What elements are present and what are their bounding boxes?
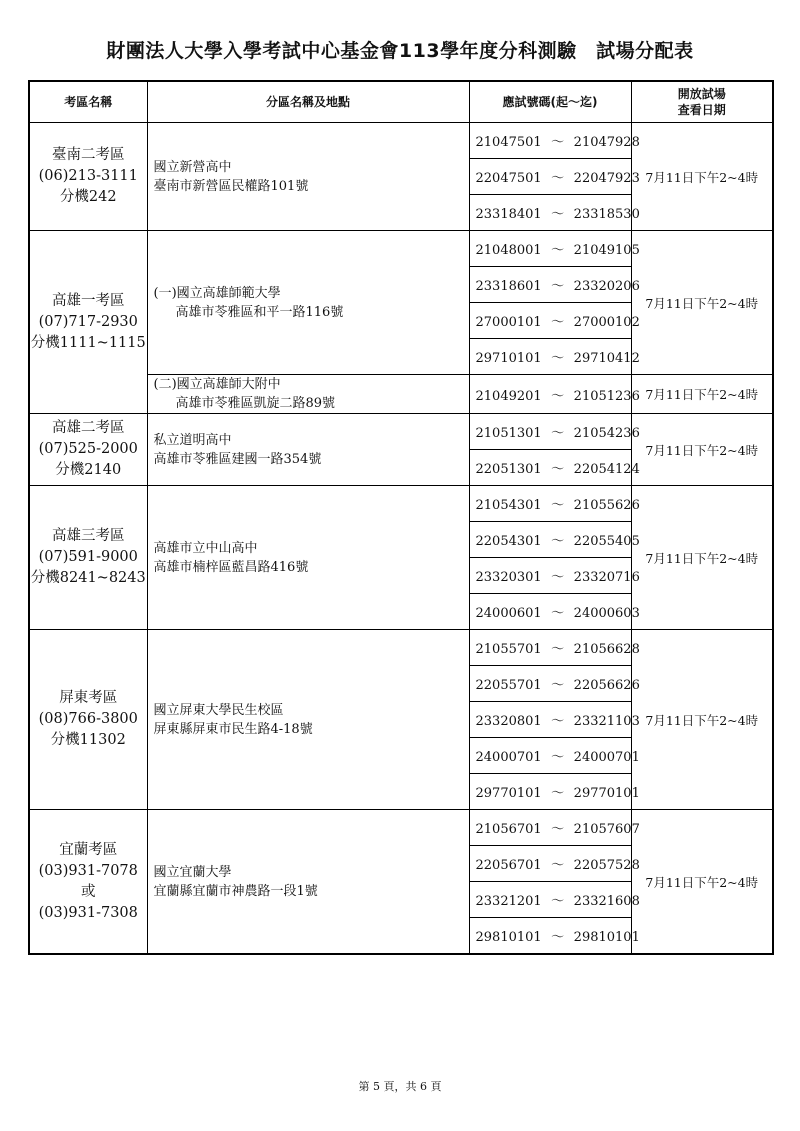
venue-name: (二)國立高雄師大附中 bbox=[153, 377, 281, 392]
number-range-cell bbox=[469, 522, 640, 558]
range-start: 22047501 bbox=[475, 171, 542, 186]
range-tilde: ～ bbox=[551, 498, 565, 513]
venue-address: 高雄市楠梓區藍昌路416號 bbox=[153, 559, 309, 575]
range-end: 21056628 bbox=[573, 642, 640, 657]
number-range-cell bbox=[469, 339, 640, 375]
range-tilde: ～ bbox=[551, 534, 565, 549]
range-end: 21054236 bbox=[573, 426, 640, 441]
venue-name: 國立屏東大學民生校區 bbox=[153, 702, 284, 718]
exam-area-cell bbox=[29, 630, 147, 810]
open-date-cell: 7月11日下午2~4時 bbox=[631, 231, 773, 375]
number-range-cell bbox=[469, 738, 640, 774]
range-tilde: ～ bbox=[551, 606, 565, 621]
range-start: 29810101 bbox=[475, 930, 542, 945]
range-tilde: ～ bbox=[551, 388, 565, 404]
range-end: 21049105 bbox=[573, 243, 640, 258]
allocation-table bbox=[28, 80, 774, 955]
number-range-cell bbox=[469, 882, 640, 918]
number-range-cell bbox=[469, 774, 640, 810]
exam-area-line: 或 bbox=[81, 883, 96, 900]
range-start: 22056701 bbox=[475, 858, 542, 873]
range-end: 22055405 bbox=[573, 534, 640, 549]
header-row bbox=[29, 81, 773, 123]
range-tilde: ～ bbox=[551, 207, 565, 222]
range-start: 29710101 bbox=[475, 351, 542, 366]
range-start: 22054301 bbox=[475, 534, 542, 549]
range-end: 23320716 bbox=[573, 570, 640, 585]
range-tilde: ～ bbox=[551, 315, 565, 330]
range-start: 22051301 bbox=[475, 462, 542, 477]
table-row bbox=[29, 231, 773, 267]
venue-name: 國立宜蘭大學 bbox=[153, 864, 232, 880]
open-date-cell: 7月11日下午2~4時 bbox=[631, 486, 773, 630]
exam-area-line: 分機1111~1115 bbox=[30, 334, 146, 351]
exam-area-line: (06)213-3111 bbox=[38, 168, 138, 184]
range-end: 27000102 bbox=[573, 315, 640, 330]
venue-address: 宜蘭縣宜蘭市神農路一段1號 bbox=[153, 883, 318, 899]
range-start: 23318601 bbox=[475, 279, 542, 294]
range-tilde: ～ bbox=[551, 426, 565, 441]
range-start: 22055701 bbox=[475, 678, 542, 693]
exam-area-line: 高雄三考區 bbox=[52, 528, 125, 544]
range-tilde: ～ bbox=[551, 930, 565, 945]
number-range-cell bbox=[469, 666, 640, 702]
header-exam-area: 考區名稱 bbox=[29, 81, 147, 123]
range-end: 24000603 bbox=[573, 606, 640, 621]
venue-cell bbox=[147, 123, 469, 231]
range-end: 22047923 bbox=[573, 171, 640, 186]
number-range-cell bbox=[469, 702, 640, 738]
range-start: 27000101 bbox=[475, 315, 542, 330]
venue-address: 高雄市苓雅區凱旋二路89號 bbox=[175, 396, 336, 411]
venue-cell bbox=[147, 375, 469, 414]
range-end: 21051236 bbox=[573, 388, 640, 404]
exam-area-line: (08)766-3800 bbox=[38, 711, 138, 727]
exam-area-line: 高雄二考區 bbox=[52, 420, 125, 436]
exam-area-line: 臺南二考區 bbox=[52, 147, 125, 163]
range-end: 23321608 bbox=[573, 894, 640, 909]
venue-cell bbox=[147, 486, 469, 630]
range-end: 22056626 bbox=[573, 678, 640, 693]
number-range-cell bbox=[469, 846, 640, 882]
header-open-date bbox=[631, 81, 773, 123]
header-open-date-line2: 查看日期 bbox=[677, 103, 726, 117]
header-venue: 分區名稱及地點 bbox=[147, 81, 469, 123]
table-row bbox=[29, 123, 773, 159]
range-end: 29810101 bbox=[573, 930, 640, 945]
range-tilde: ～ bbox=[551, 570, 565, 585]
range-tilde: ～ bbox=[551, 678, 565, 693]
table-body bbox=[29, 123, 773, 955]
range-tilde: ～ bbox=[551, 135, 565, 150]
exam-area-line: 分機8241~8243 bbox=[30, 570, 146, 586]
venue-name: 國立新營高中 bbox=[153, 159, 232, 175]
number-range-cell bbox=[469, 123, 640, 159]
range-end: 23321103 bbox=[573, 714, 640, 729]
range-end: 22054124 bbox=[573, 462, 640, 477]
venue-name: 高雄市立中山高中 bbox=[153, 540, 258, 556]
exam-area-line: 分機242 bbox=[59, 189, 117, 205]
number-range-cell bbox=[469, 414, 640, 450]
venue-address: 高雄市苓雅區和平一路116號 bbox=[175, 304, 344, 320]
range-end: 29710412 bbox=[573, 351, 640, 366]
exam-area-line: (07)591-9000 bbox=[38, 549, 138, 565]
venue-cell bbox=[147, 630, 469, 810]
venue-address: 屏東縣屏東市民生路4-18號 bbox=[153, 721, 313, 737]
range-end: 23318530 bbox=[573, 207, 640, 222]
range-tilde: ～ bbox=[551, 351, 565, 366]
number-range-cell bbox=[469, 375, 640, 414]
range-start: 21048001 bbox=[475, 243, 542, 258]
range-start: 21047501 bbox=[475, 135, 542, 150]
number-range-cell bbox=[469, 486, 640, 522]
exam-area-line: 高雄一考區 bbox=[52, 292, 125, 309]
range-end: 24000701 bbox=[573, 750, 640, 765]
exam-area-cell bbox=[29, 810, 147, 955]
header-numbers: 應試號碼(起～迄) bbox=[469, 81, 631, 123]
number-range-cell bbox=[469, 231, 640, 267]
range-tilde: ～ bbox=[551, 750, 565, 765]
open-date-cell: 7月11日下午2~4時 bbox=[631, 414, 773, 486]
range-end: 23320206 bbox=[573, 279, 640, 294]
page-footer: 第 5 頁，共 6 頁 bbox=[358, 1080, 442, 1093]
venue-cell bbox=[147, 414, 469, 486]
range-tilde: ～ bbox=[551, 858, 565, 873]
table-row bbox=[29, 414, 773, 450]
range-tilde: ～ bbox=[551, 462, 565, 477]
range-tilde: ～ bbox=[551, 714, 565, 729]
range-start: 21056701 bbox=[475, 822, 542, 837]
number-range-cell bbox=[469, 267, 640, 303]
range-start: 21051301 bbox=[475, 426, 542, 441]
range-tilde: ～ bbox=[551, 279, 565, 294]
table-row bbox=[29, 486, 773, 522]
table-row bbox=[29, 810, 773, 846]
exam-area-cell bbox=[29, 486, 147, 630]
exam-area-line: 宜蘭考區 bbox=[59, 841, 118, 858]
venue-address: 高雄市苓雅區建國一路354號 bbox=[153, 451, 322, 467]
open-date-cell: 7月11日下午2~4時 bbox=[631, 810, 773, 955]
range-start: 29770101 bbox=[475, 786, 542, 801]
open-date-cell: 7月11日下午2~4時 bbox=[631, 630, 773, 810]
range-start: 23321201 bbox=[475, 894, 542, 909]
range-start: 21055701 bbox=[475, 642, 542, 657]
number-range-cell bbox=[469, 195, 640, 231]
exam-area-line: (07)717-2930 bbox=[38, 313, 138, 330]
number-range-cell bbox=[469, 918, 640, 955]
range-start: 24000701 bbox=[475, 750, 542, 765]
number-range-cell bbox=[469, 810, 640, 846]
header-open-date-line1: 開放試場 bbox=[677, 87, 726, 101]
exam-area-cell bbox=[29, 123, 147, 231]
table-row bbox=[29, 630, 773, 666]
exam-area-cell bbox=[29, 231, 147, 414]
exam-area-line: (03)931-7308 bbox=[38, 904, 138, 921]
number-range-cell bbox=[469, 159, 640, 195]
range-tilde: ～ bbox=[551, 786, 565, 801]
range-tilde: ～ bbox=[551, 894, 565, 909]
venue-cell bbox=[147, 810, 469, 955]
venue-address: 臺南市新營區民權路101號 bbox=[153, 178, 309, 194]
range-end: 21057607 bbox=[573, 822, 640, 837]
venue-name: 私立道明高中 bbox=[153, 432, 232, 448]
range-start: 23320301 bbox=[475, 570, 542, 585]
open-date-cell: 7月11日下午2~4時 bbox=[631, 375, 773, 414]
exam-area-line: 分機11302 bbox=[50, 732, 126, 748]
number-range-cell bbox=[469, 558, 640, 594]
number-range-cell bbox=[469, 594, 640, 630]
exam-area-line: 分機2140 bbox=[55, 462, 122, 478]
range-tilde: ～ bbox=[551, 642, 565, 657]
range-tilde: ～ bbox=[551, 171, 565, 186]
range-end: 29770101 bbox=[573, 786, 640, 801]
range-end: 22057528 bbox=[573, 858, 640, 873]
number-range-cell bbox=[469, 450, 640, 486]
range-start: 21049201 bbox=[475, 388, 542, 404]
range-start: 21054301 bbox=[475, 498, 542, 513]
range-end: 21047928 bbox=[573, 135, 640, 150]
exam-area-cell bbox=[29, 414, 147, 486]
number-range-cell bbox=[469, 303, 640, 339]
range-start: 23318401 bbox=[475, 207, 542, 222]
exam-area-line: (03)931-7078 bbox=[38, 862, 138, 879]
venue-name: (一)國立高雄師範大學 bbox=[153, 285, 281, 301]
venue-cell bbox=[147, 231, 469, 375]
range-tilde: ～ bbox=[551, 822, 565, 837]
number-range-cell bbox=[469, 630, 640, 666]
open-date-cell: 7月11日下午2~4時 bbox=[631, 123, 773, 231]
range-start: 23320801 bbox=[475, 714, 542, 729]
range-tilde: ～ bbox=[551, 243, 565, 258]
range-start: 24000601 bbox=[475, 606, 542, 621]
range-end: 21055626 bbox=[573, 498, 640, 513]
exam-area-line: 屏東考區 bbox=[59, 690, 118, 706]
page-title: 財團法人大學入學考試中心基金會113學年度分科測驗 試場分配表 bbox=[106, 40, 694, 62]
exam-area-line: (07)525-2000 bbox=[38, 441, 138, 457]
